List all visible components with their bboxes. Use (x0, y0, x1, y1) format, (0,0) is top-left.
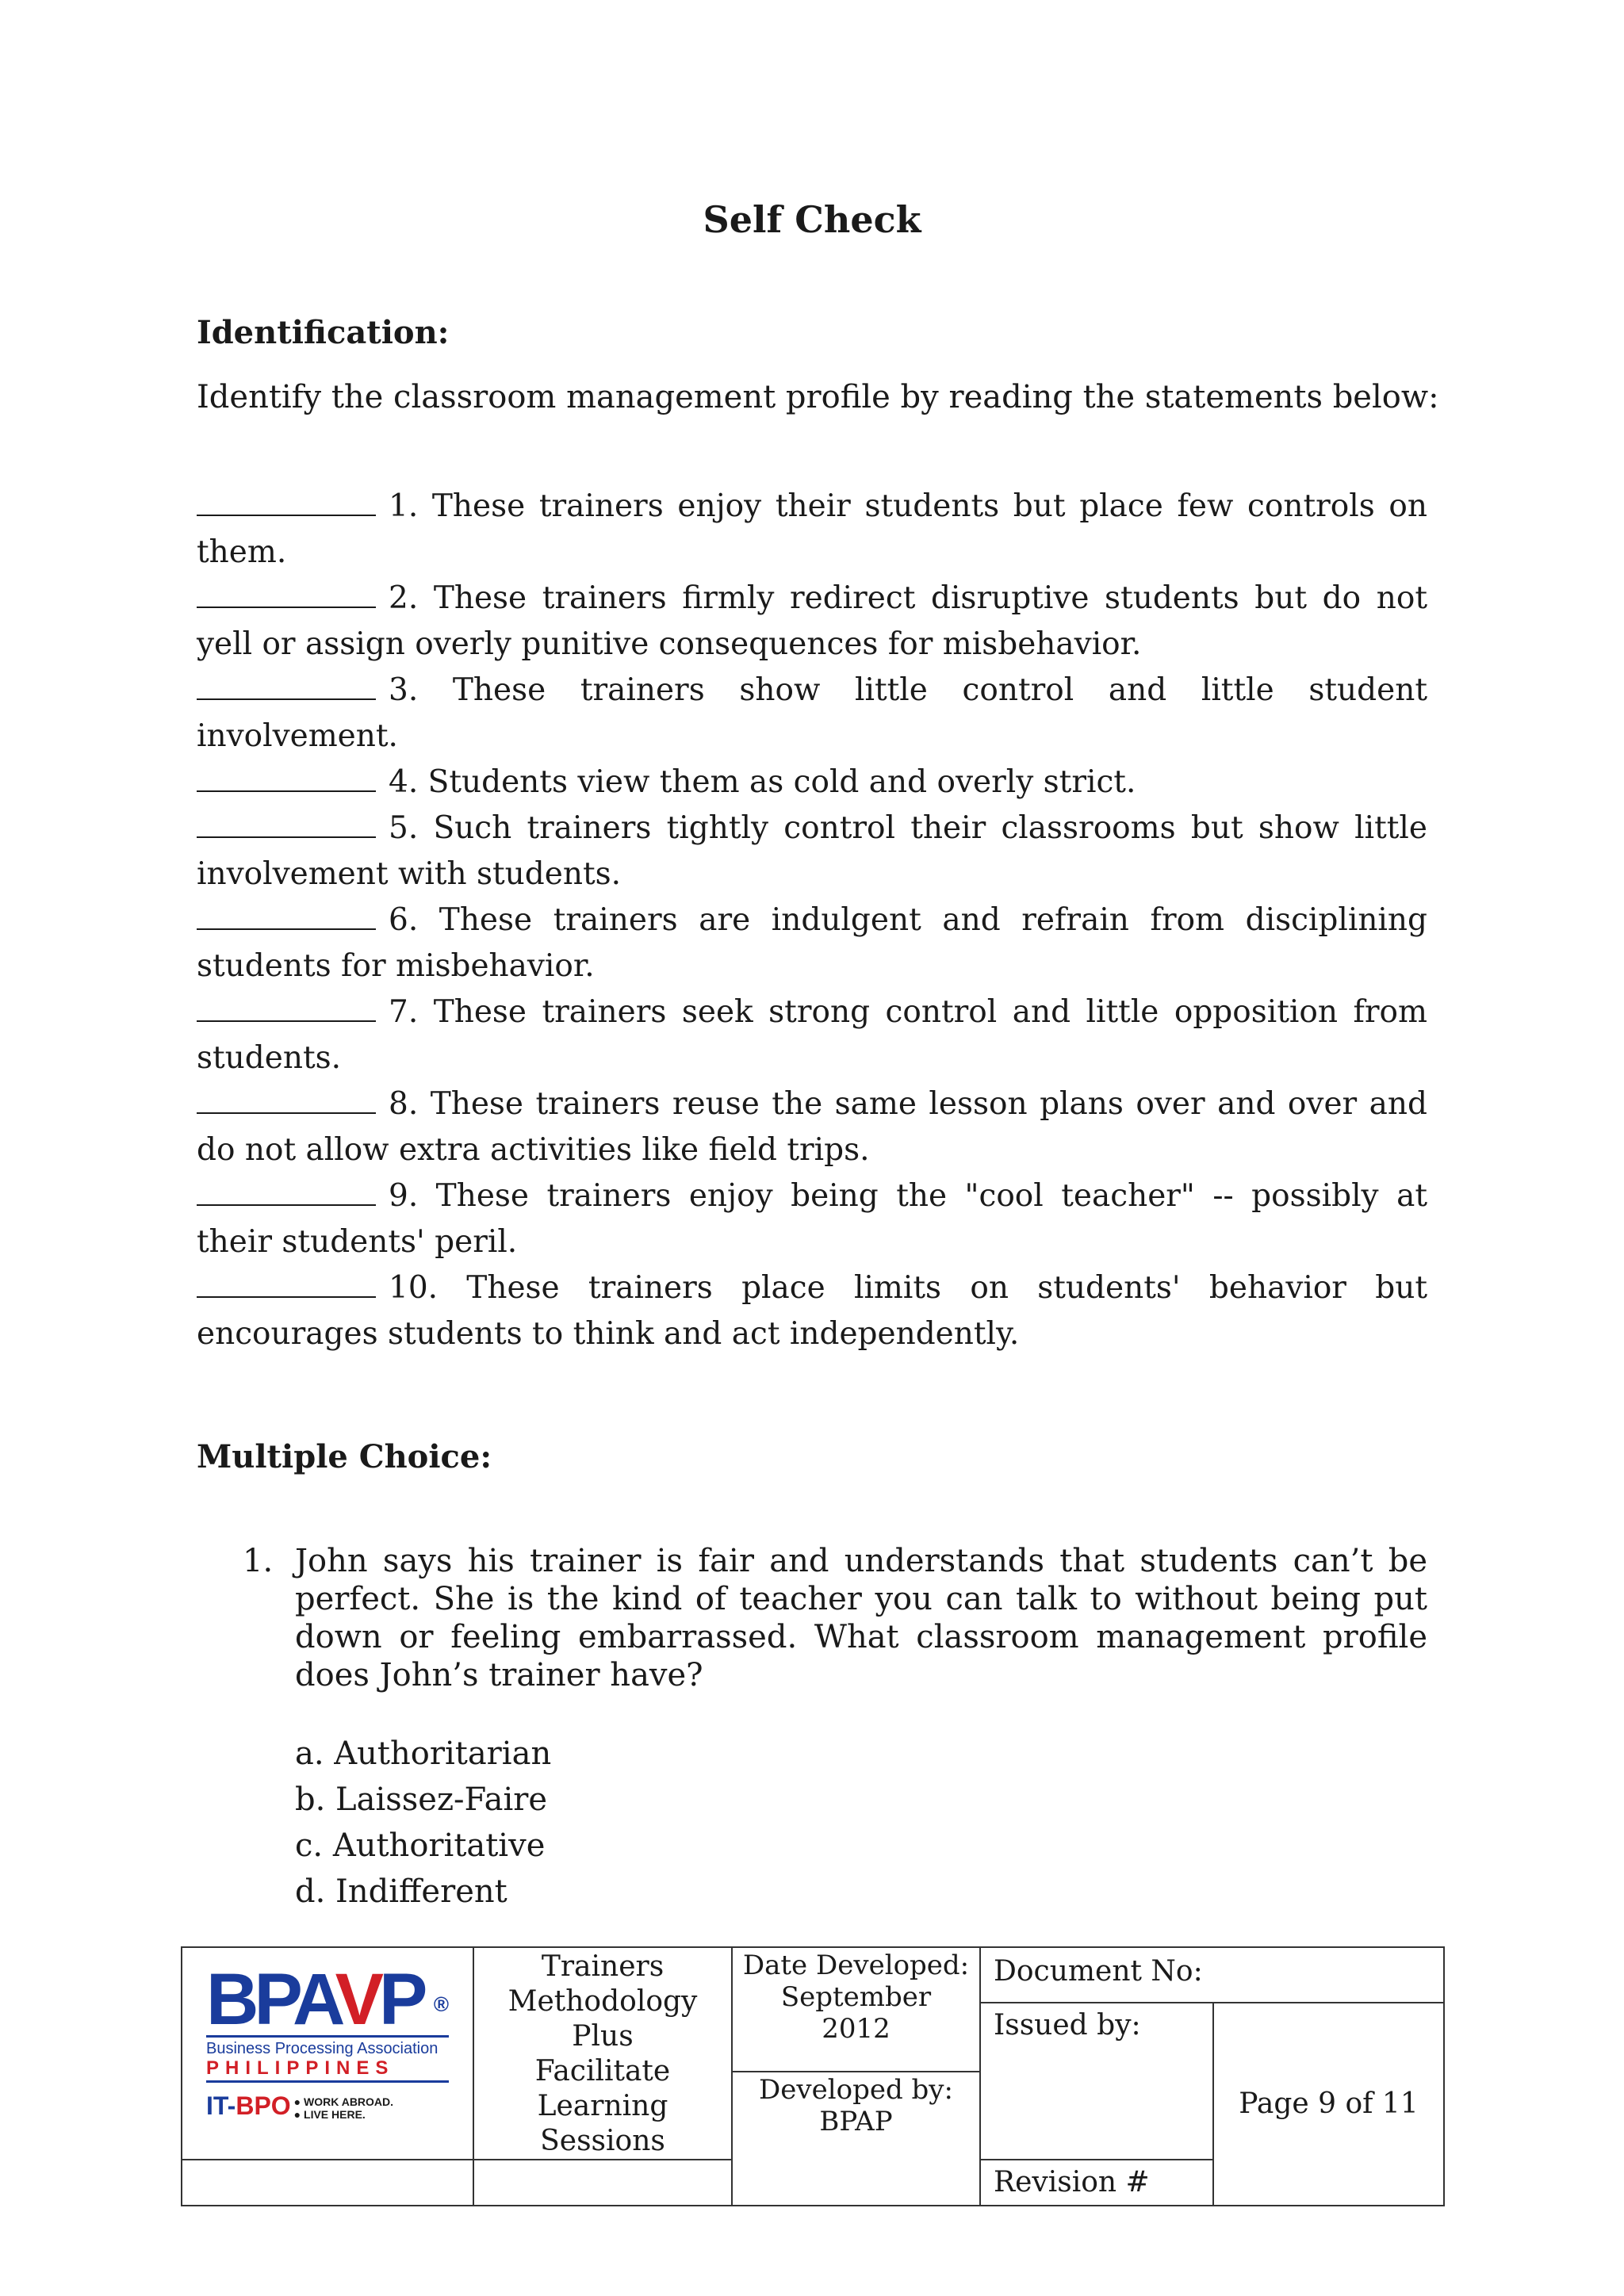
list-item: 1. These trainers enjoy their students but place few controls on them. (197, 484, 1427, 576)
bpap-logo: BPAVP ® Business Processing Association PHILIPPINES IT-BPO ● WORK ABROAD. ● LIVE HERE. (206, 1959, 449, 2121)
question-number: 1. (243, 1543, 274, 1579)
answer-blank (197, 808, 376, 838)
answer-blank (197, 1084, 376, 1114)
document-footer (181, 1946, 1445, 2206)
page-title: Self Check (703, 198, 921, 241)
list-item: 9. These trainers enjoy being the "cool teacher" -- possibly at their students' peril. (197, 1173, 1427, 1265)
identification-list (197, 484, 1427, 1357)
identification-instruction: Identify the classroom management profile by reading the statements below: (197, 379, 1439, 415)
answer-blank (197, 1268, 376, 1298)
issued-by-cell: Issued by: (980, 2003, 1213, 2160)
answer-blank (197, 486, 376, 516)
option-a: a. Authoritarian (295, 1735, 552, 1772)
option-b: b. Laissez-Faire (295, 1781, 548, 1818)
list-item: 8. These trainers reuse the same lesson plans over and over and do not allow extra activities like field trips. (197, 1081, 1427, 1173)
list-item: 10. These trainers place limits on students' behavior but encourages students to think and act independently. (197, 1265, 1427, 1357)
list-item: 3. These trainers show little control and little student involvement. (197, 668, 1427, 760)
logo-cell (182, 1947, 473, 2160)
answer-blank (197, 1176, 376, 1206)
date-developed-cell: Date Developed: September 2012 (732, 1947, 980, 2072)
answer-blank (197, 992, 376, 1022)
option-c: c. Authoritative (295, 1827, 546, 1864)
multiple-choice-heading: Multiple Choice: (197, 1438, 492, 1475)
answer-blank (197, 900, 376, 930)
answer-blank (197, 762, 376, 792)
list-item: 2. These trainers firmly redirect disruptive students but do not yell or assign overly punitive consequences for misbehavior. (197, 576, 1427, 668)
list-item: 6. These trainers are indulgent and refrain from disciplining students for misbehavior. (197, 897, 1427, 989)
identification-heading: Identification: (197, 314, 450, 351)
question-options (243, 1731, 1427, 1915)
document-no-cell: Document No: (980, 1947, 1444, 2003)
option-d: d. Indifferent (295, 1873, 508, 1910)
list-item: 7. These trainers seek strong control and little opposition from students. (197, 989, 1427, 1081)
answer-blank (197, 670, 376, 700)
course-title-cell: Trainers Methodology Plus Facilitate Learning Sessions (473, 1947, 732, 2160)
developed-by-cell: Developed by: BPAP (732, 2072, 980, 2206)
list-item: 4. Students view them as cold and overly strict. (197, 760, 1427, 806)
list-item: 5. Such trainers tightly control their classrooms but show little involvement with students. (197, 806, 1427, 897)
answer-blank (197, 578, 376, 608)
multiple-choice-question (243, 1542, 1427, 1915)
page-number-cell: Page 9 of 11 (1213, 2003, 1444, 2206)
question-text: John says his trainer is fair and understands that students can’t be perfect. She is the kind of teacher you can talk to without being put down or feeling embarrassed. What classroom management profile does John’s trainer have? (295, 1543, 1427, 1693)
revision-cell: Revision # (980, 2160, 1213, 2206)
